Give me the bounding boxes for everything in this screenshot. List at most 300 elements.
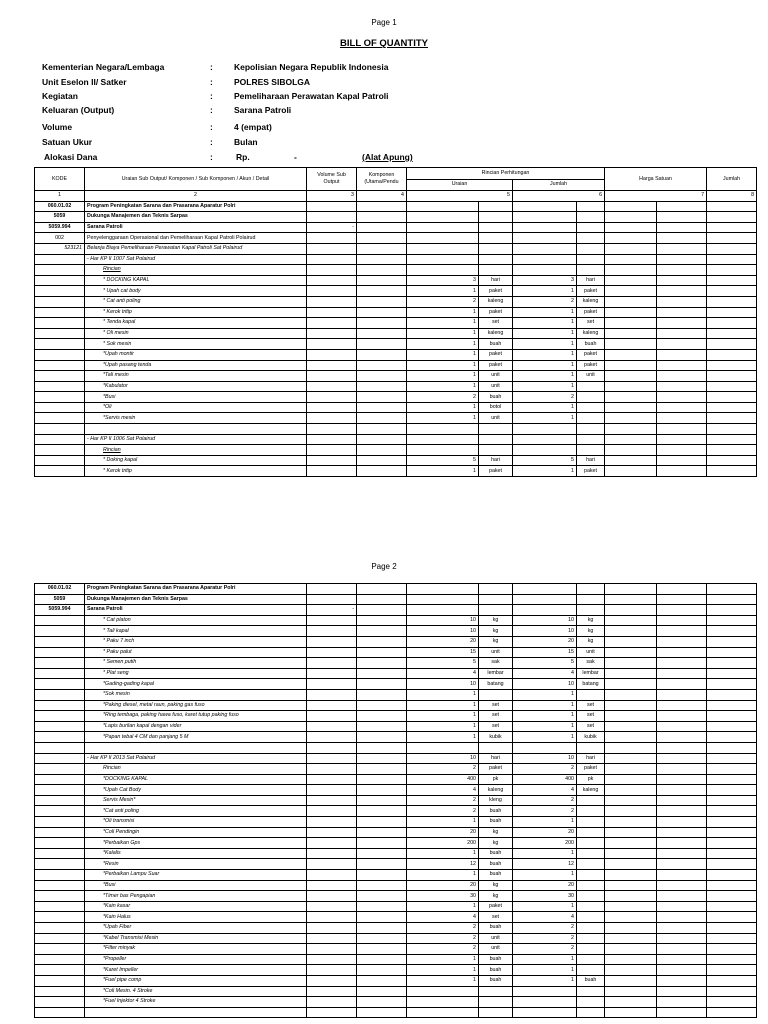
cell-jumlah: [707, 806, 757, 817]
cell-volume: [307, 360, 357, 371]
cell-jumlah-unit: [577, 891, 605, 902]
cell-volume: [307, 424, 357, 435]
cell-jumlah: [707, 817, 757, 828]
cell-harga-b: [657, 455, 707, 466]
cell-harga-b: [657, 732, 707, 743]
cell-volume: [307, 286, 357, 297]
uraian-text: *Kabel Transmisi Mesin: [103, 934, 159, 941]
cell-komponen: [357, 445, 407, 456]
cell-jumlah-qty: 1: [513, 318, 577, 329]
cell-harga: [605, 721, 657, 732]
cell-komponen: [357, 870, 407, 881]
cell-uraian-qty: 1: [407, 371, 479, 382]
cell-harga-b: [657, 933, 707, 944]
table-row: [35, 870, 757, 881]
cell-volume: [307, 954, 357, 965]
cell-harga: [605, 827, 657, 838]
col-number: 6: [513, 191, 605, 202]
cell-uraian: [85, 774, 307, 785]
cell-kode: [35, 434, 85, 445]
cell-jumlah-unit: [577, 870, 605, 881]
cell-uraian-qty: 4: [407, 912, 479, 923]
cell-uraian-unit: buah: [479, 848, 513, 859]
cell-harga-b: [657, 975, 707, 986]
header-rincian: Rincian Perhitungan: [407, 168, 605, 180]
uraian-text: Rincian: [103, 266, 121, 273]
cell-uraian-qty: [407, 233, 479, 244]
cell-komponen: [357, 1007, 407, 1018]
cell-uraian-qty: [407, 212, 479, 223]
cell-jumlah-unit: set: [577, 711, 605, 722]
cell-jumlah-qty: 5: [513, 658, 577, 669]
cell-jumlah-qty: 30: [513, 891, 577, 902]
cell-harga: [605, 891, 657, 902]
uraian-text: * Plat seng: [103, 670, 129, 677]
cell-harga: [605, 975, 657, 986]
cell-harga-b: [657, 254, 707, 265]
cell-harga: [605, 201, 657, 212]
cell-volume: [307, 912, 357, 923]
meta-key: Kementerian Negara/Lembaga: [42, 62, 165, 72]
cell-jumlah-qty: 1: [513, 371, 577, 382]
cell-uraian: [85, 901, 307, 912]
cell-jumlah-unit: set: [577, 700, 605, 711]
cell-harga: [605, 944, 657, 955]
cell-kode: [35, 402, 85, 413]
table-row: [35, 859, 757, 870]
cell-komponen: [357, 402, 407, 413]
cell-volume: [307, 413, 357, 424]
cell-uraian-unit: botol: [479, 402, 513, 413]
cell-harga: [605, 774, 657, 785]
cell-komponen: [357, 817, 407, 828]
cell-komponen: [357, 700, 407, 711]
cell-jumlah-unit: [577, 212, 605, 223]
table-row: [35, 254, 757, 265]
cell-uraian-unit: [479, 594, 513, 605]
cell-jumlah-unit: [577, 742, 605, 753]
uraian-text: Servis Mesin*: [103, 797, 136, 804]
cell-volume: [307, 965, 357, 976]
cell-volume: [307, 265, 357, 276]
cell-uraian: [85, 838, 307, 849]
table-row: [35, 965, 757, 976]
table-row: [35, 296, 757, 307]
cell-jumlah-qty: 4: [513, 785, 577, 796]
uraian-text: *Karet Impeller: [103, 966, 139, 973]
cell-uraian-qty: 1: [407, 965, 479, 976]
cell-uraian: [85, 658, 307, 669]
table-row: [35, 318, 757, 329]
table-row: [35, 392, 757, 403]
cell-jumlah-qty: 20: [513, 636, 577, 647]
table-row: [35, 975, 757, 986]
table-row: [35, 806, 757, 817]
cell-uraian-unit: set: [479, 700, 513, 711]
cell-jumlah: [707, 424, 757, 435]
cell-jumlah: [707, 689, 757, 700]
cell-uraian-qty: 20: [407, 880, 479, 891]
cell-jumlah-unit: [577, 806, 605, 817]
cell-kode: [35, 764, 85, 775]
cell-harga-b: [657, 668, 707, 679]
cell-jumlah-unit: [577, 848, 605, 859]
cell-uraian-unit: buah: [479, 954, 513, 965]
cell-jumlah-qty: 1: [513, 732, 577, 743]
cell-jumlah: [707, 658, 757, 669]
table-row: [35, 584, 757, 595]
cell-kode: 002: [35, 233, 85, 244]
cell-uraian-qty: [407, 742, 479, 753]
cell-jumlah: [707, 381, 757, 392]
cell-komponen: [357, 584, 407, 595]
cell-volume: [307, 933, 357, 944]
cell-jumlah-qty: 1: [513, 339, 577, 350]
meta-key: Satuan Ukur: [42, 137, 93, 147]
cell-volume: [307, 381, 357, 392]
table-row: [35, 774, 757, 785]
cell-jumlah-qty: 1: [513, 700, 577, 711]
cell-uraian-qty: 1: [407, 817, 479, 828]
cell-jumlah-unit: paket: [577, 764, 605, 775]
cell-uraian-unit: [479, 689, 513, 700]
cell-kode: [35, 753, 85, 764]
cell-uraian: [85, 636, 307, 647]
cell-harga: [605, 605, 657, 616]
uraian-text: *Upah Cat Body: [103, 786, 141, 793]
cell-jumlah: [707, 349, 757, 360]
cell-uraian-unit: kleng: [479, 795, 513, 806]
uraian-text: Sarana Patroli: [87, 606, 123, 613]
cell-kode: [35, 774, 85, 785]
cell-jumlah-unit: set: [577, 721, 605, 732]
cell-jumlah-unit: [577, 933, 605, 944]
cell-jumlah: [707, 742, 757, 753]
cell-harga-b: [657, 233, 707, 244]
col-number: 7: [605, 191, 707, 202]
table-row: [35, 700, 757, 711]
cell-harga-b: [657, 615, 707, 626]
cell-jumlah-unit: kaleng: [577, 328, 605, 339]
cell-uraian: [85, 445, 307, 456]
cell-komponen: [357, 986, 407, 997]
table-row: [35, 933, 757, 944]
uraian-text: *Kain kasar: [103, 903, 131, 910]
cell-jumlah: [707, 605, 757, 616]
cell-komponen: [357, 965, 407, 976]
cell-volume: [307, 859, 357, 870]
cell-jumlah: [707, 859, 757, 870]
uraian-text: *Propeller: [103, 956, 127, 963]
cell-kode: 5059.994: [35, 605, 85, 616]
cell-uraian-qty: 2: [407, 806, 479, 817]
cell-jumlah-qty: [513, 986, 577, 997]
uraian-text: Rincian: [103, 765, 121, 772]
cell-uraian-unit: set: [479, 318, 513, 329]
cell-komponen: [357, 647, 407, 658]
cell-uraian: [85, 806, 307, 817]
cell-jumlah-unit: buah: [577, 339, 605, 350]
cell-harga: [605, 413, 657, 424]
cell-uraian-qty: 2: [407, 933, 479, 944]
cell-jumlah-qty: [513, 584, 577, 595]
uraian-text: Sarana Patroli: [87, 224, 123, 231]
cell-uraian-qty: [407, 594, 479, 605]
cell-kode: [35, 700, 85, 711]
cell-jumlah-qty: 1: [513, 870, 577, 881]
cell-harga-b: [657, 201, 707, 212]
cell-komponen: [357, 424, 407, 435]
cell-uraian-qty: 10: [407, 753, 479, 764]
cell-jumlah-unit: [577, 392, 605, 403]
cell-harga-b: [657, 424, 707, 435]
cell-volume: [307, 827, 357, 838]
cell-uraian-qty: 1: [407, 901, 479, 912]
cell-harga-b: [657, 838, 707, 849]
table-row: [35, 424, 757, 435]
cell-jumlah-qty: 1: [513, 349, 577, 360]
cell-jumlah-qty: [513, 997, 577, 1008]
cell-uraian-unit: hari: [479, 753, 513, 764]
cell-jumlah-qty: [513, 212, 577, 223]
uraian-text: *Upah pasang tenda: [103, 361, 152, 368]
cell-kode: [35, 445, 85, 456]
cell-uraian-qty: 3: [407, 275, 479, 286]
cell-jumlah-qty: 1: [513, 901, 577, 912]
cell-uraian: [85, 296, 307, 307]
cell-komponen: [357, 212, 407, 223]
cell-komponen: [357, 933, 407, 944]
cell-volume: [307, 848, 357, 859]
cell-kode: [35, 880, 85, 891]
cell-jumlah: [707, 243, 757, 254]
cell-volume: [307, 997, 357, 1008]
cell-volume: [307, 679, 357, 690]
cell-jumlah-unit: [577, 859, 605, 870]
cell-uraian-unit: unit: [479, 413, 513, 424]
cell-volume: [307, 689, 357, 700]
cell-jumlah-qty: [513, 222, 577, 233]
cell-jumlah-unit: hari: [577, 753, 605, 764]
uraian-text: * Sok mesin: [103, 340, 132, 347]
uraian-text: *Kain Halus: [103, 913, 131, 920]
meta-sep: :: [210, 62, 213, 72]
table-row: [35, 901, 757, 912]
cell-harga-b: [657, 360, 707, 371]
cell-volume: [307, 975, 357, 986]
uraian-text: *Fuel Injektor 4 Stroke: [103, 998, 156, 1005]
cell-kode: [35, 647, 85, 658]
table-row: [35, 742, 757, 753]
cell-komponen: [357, 923, 407, 934]
cell-volume: [307, 901, 357, 912]
cell-uraian: [85, 880, 307, 891]
cell-jumlah: [707, 392, 757, 403]
cell-jumlah-unit: [577, 402, 605, 413]
cell-jumlah-qty: 2: [513, 944, 577, 955]
cell-uraian: [85, 413, 307, 424]
cell-uraian-unit: kg: [479, 880, 513, 891]
cell-jumlah-unit: paket: [577, 466, 605, 477]
cell-jumlah: [707, 328, 757, 339]
cell-uraian-qty: [407, 201, 479, 212]
cell-volume: [307, 732, 357, 743]
cell-jumlah-qty: 15: [513, 647, 577, 658]
cell-harga: [605, 615, 657, 626]
cell-uraian: [85, 997, 307, 1008]
cell-harga: [605, 424, 657, 435]
cell-uraian: [85, 615, 307, 626]
cell-jumlah-unit: [577, 445, 605, 456]
cell-jumlah: [707, 986, 757, 997]
meta-key: Keluaran (Output): [42, 105, 115, 115]
cell-harga-b: [657, 339, 707, 350]
uraian-text: - Har KP II 2013 Sat Polairud: [87, 754, 156, 761]
cell-jumlah-unit: [577, 265, 605, 276]
cell-harga-b: [657, 954, 707, 965]
cell-kode: [35, 965, 85, 976]
table-row: [35, 286, 757, 297]
cell-harga-b: [657, 413, 707, 424]
uraian-text: *Upah montir: [103, 351, 134, 358]
cell-uraian: [85, 381, 307, 392]
table-row: [35, 455, 757, 466]
cell-uraian-qty: 1: [407, 286, 479, 297]
cell-uraian-qty: [407, 222, 479, 233]
meta-key: Kegiatan: [42, 91, 78, 101]
cell-kode: [35, 636, 85, 647]
cell-harga: [605, 233, 657, 244]
cell-uraian-unit: paket: [479, 901, 513, 912]
cell-jumlah-unit: [577, 254, 605, 265]
cell-uraian: [85, 647, 307, 658]
uraian-text: *DOCKING KAPAL: [103, 775, 148, 782]
cell-komponen: [357, 254, 407, 265]
cell-komponen: [357, 296, 407, 307]
cell-harga-b: [657, 700, 707, 711]
cell-kode: [35, 806, 85, 817]
cell-uraian: [85, 891, 307, 902]
cell-harga-b: [657, 466, 707, 477]
cell-uraian-qty: 1: [407, 307, 479, 318]
cell-harga: [605, 286, 657, 297]
cell-uraian-qty: [407, 265, 479, 276]
table-row: [35, 233, 757, 244]
cell-komponen: [357, 901, 407, 912]
table-row: [35, 434, 757, 445]
cell-uraian: [85, 402, 307, 413]
cell-komponen: [357, 286, 407, 297]
cell-jumlah-qty: 4: [513, 912, 577, 923]
cell-jumlah-qty: 10: [513, 615, 577, 626]
cell-uraian: [85, 328, 307, 339]
cell-uraian-qty: 2: [407, 795, 479, 806]
table-row: [35, 328, 757, 339]
cell-uraian: [85, 222, 307, 233]
cell-jumlah-unit: kaleng: [577, 296, 605, 307]
cell-uraian-qty: 1: [407, 732, 479, 743]
cell-komponen: [357, 848, 407, 859]
cell-jumlah-unit: [577, 222, 605, 233]
cell-jumlah: [707, 1007, 757, 1018]
cell-jumlah-qty: [513, 594, 577, 605]
cell-kode: [35, 1007, 85, 1018]
cell-uraian: [85, 975, 307, 986]
cell-harga: [605, 658, 657, 669]
cell-kode: [35, 254, 85, 265]
cell-harga: [605, 349, 657, 360]
cell-jumlah: [707, 615, 757, 626]
cell-kode: 5059: [35, 594, 85, 605]
table-row: [35, 360, 757, 371]
cell-komponen: [357, 774, 407, 785]
cell-uraian: [85, 1007, 307, 1018]
uraian-text: *Tali mesin: [103, 372, 129, 379]
cell-kode: [35, 296, 85, 307]
cell-volume: [307, 254, 357, 265]
cell-harga-b: [657, 859, 707, 870]
table-row: [35, 466, 757, 477]
cell-jumlah: [707, 265, 757, 276]
cell-harga-b: [657, 721, 707, 732]
cell-uraian: [85, 243, 307, 254]
cell-harga-b: [657, 679, 707, 690]
cell-jumlah: [707, 647, 757, 658]
uraian-text: *Fuel pipe comp: [103, 977, 142, 984]
cell-uraian: [85, 339, 307, 350]
cell-uraian-qty: 2: [407, 944, 479, 955]
cell-volume: [307, 636, 357, 647]
cell-jumlah-qty: [513, 265, 577, 276]
cell-harga-b: [657, 328, 707, 339]
cell-uraian-unit: buah: [479, 339, 513, 350]
cell-jumlah-qty: [513, 424, 577, 435]
cell-komponen: [357, 880, 407, 891]
cell-uraian-unit: [479, 222, 513, 233]
cell-harga-b: [657, 381, 707, 392]
cell-jumlah-unit: set: [577, 318, 605, 329]
cell-uraian-unit: set: [479, 912, 513, 923]
cell-jumlah-qty: 1: [513, 328, 577, 339]
cell-uraian: [85, 923, 307, 934]
cell-harga: [605, 360, 657, 371]
cell-jumlah: [707, 795, 757, 806]
cell-jumlah-qty: [513, 201, 577, 212]
uraian-text: Penyelenggaraan Operasional dan Pemeliharaan Kapal Patroli Polairud: [87, 234, 256, 241]
cell-uraian-qty: [407, 424, 479, 435]
meta-key: Volume: [42, 122, 73, 132]
uraian-text: Dukunga Manajemen dan Teknis Sarpas: [87, 213, 188, 220]
cell-jumlah: [707, 254, 757, 265]
cell-uraian-unit: paket: [479, 764, 513, 775]
cell-komponen: [357, 243, 407, 254]
cell-uraian: [85, 986, 307, 997]
cell-kode: [35, 381, 85, 392]
cell-uraian-unit: unit: [479, 933, 513, 944]
cell-jumlah-unit: [577, 986, 605, 997]
uraian-text: Rincian: [103, 446, 121, 453]
cell-harga-b: [657, 711, 707, 722]
cell-harga-b: [657, 880, 707, 891]
cell-uraian-unit: hari: [479, 455, 513, 466]
table-row: [35, 817, 757, 828]
cell-harga: [605, 700, 657, 711]
cell-jumlah-qty: 10: [513, 626, 577, 637]
cell-volume: -: [307, 605, 357, 616]
cell-volume: [307, 1007, 357, 1018]
cell-harga-b: [657, 848, 707, 859]
cell-harga: [605, 668, 657, 679]
